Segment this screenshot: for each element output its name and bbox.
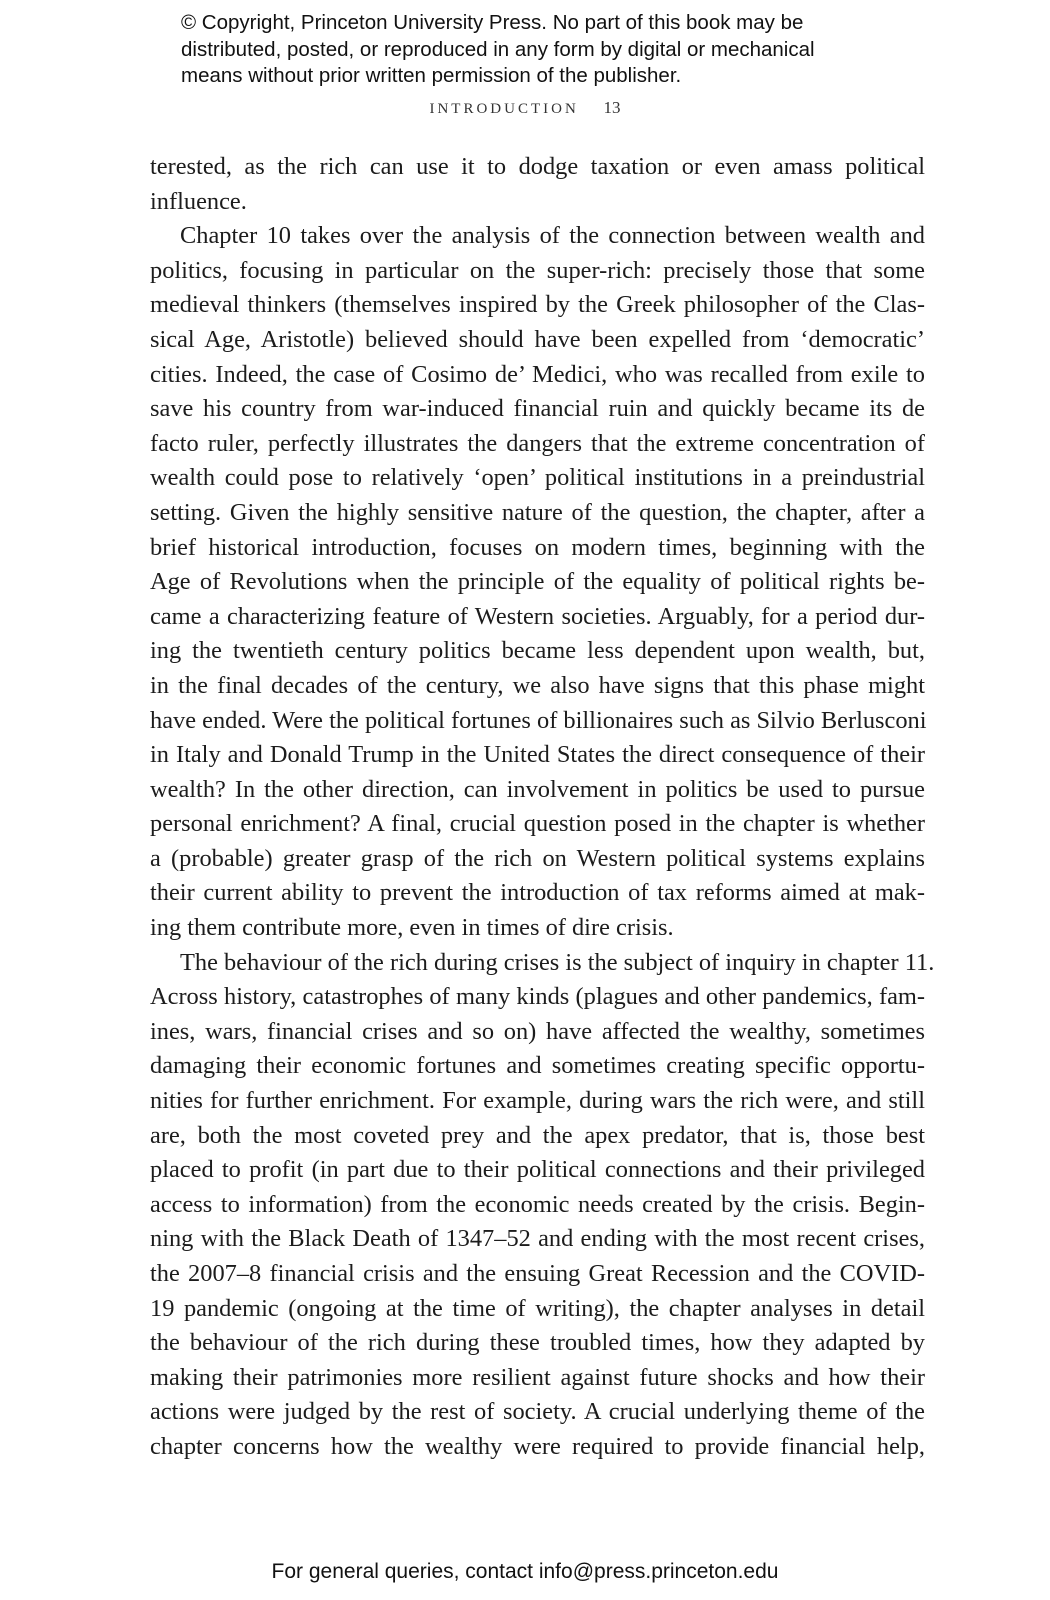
text-line: damaging their economic fortunes and sometimes creating specific opportu- xyxy=(150,1052,925,1080)
text-line: facto ruler, perfectly illustrates the dangers that the extreme concentration of xyxy=(150,429,925,457)
text-line: wealth? In the other direction, can involvement in politics be used to pursue xyxy=(150,775,925,803)
text-line: Age of Revolutions when the principle of the equality of political rights be- xyxy=(150,568,925,596)
text-line: in the final decades of the century, we also have signs that this phase might xyxy=(150,671,925,699)
copyright-notice xyxy=(181,10,881,90)
text-line: in Italy and Donald Trump in the United States the direct consequence of their xyxy=(150,741,925,769)
text-line: save his country from war-induced financial ruin and quickly became its de xyxy=(150,395,925,423)
section-title: INTRODUCTION xyxy=(429,101,579,117)
paragraph-start-line: Chapter 10 takes over the analysis of the connection between wealth and xyxy=(180,222,925,250)
text-line: came a characterizing feature of Western societies. Arguably, for a period dur- xyxy=(150,602,925,630)
text-line: setting. Given the highly sensitive nature of the question, the chapter, after a xyxy=(150,498,925,526)
text-line: influence. xyxy=(150,187,247,215)
copyright-line: distributed, posted, or reproduced in any form by digital or mechanical xyxy=(181,37,815,61)
text-line: have ended. Were the political fortunes of billionaires such as Silvio Berlusconi xyxy=(150,706,927,734)
text-line: ning with the Black Death of 1347–52 and ending with the most recent crises, xyxy=(150,1225,925,1253)
text-line: ines, wars, financial crises and so on) have affected the wealthy, sometimes xyxy=(150,1017,925,1045)
body-text xyxy=(150,150,935,1465)
text-line: politics, focusing in particular on the super-rich: precisely those that some xyxy=(150,256,925,284)
text-line: terested, as the rich can use it to dodge taxation or even amass political xyxy=(150,153,925,180)
text-line: personal enrichment? A final, crucial question posed in the chapter is whether xyxy=(150,810,925,838)
copyright-line: © Copyright, Princeton University Press. No part of this book may be xyxy=(181,11,804,34)
text-line: ing them contribute more, even in times of dire crisis. xyxy=(150,914,674,942)
paragraph-start-line: The behaviour of the rich during crises is the subject of inquiry in chapter 11. xyxy=(180,948,935,976)
text-line: a (probable) greater grasp of the rich on Western political systems explains xyxy=(150,844,925,872)
text-line: their current ability to prevent the introduction of tax reforms aimed at mak- xyxy=(150,879,925,907)
page-number: 13 xyxy=(603,98,621,117)
text-line: ing the twentieth century politics became less dependent upon wealth, but, xyxy=(150,637,925,665)
text-line: chapter concerns how the wealthy were required to provide financial help, xyxy=(150,1432,925,1460)
text-line: actions were judged by the rest of society. A crucial underlying theme of the xyxy=(150,1398,925,1426)
text-line: cities. Indeed, the case of Cosimo de’ Medici, who was recalled from exile to xyxy=(150,360,925,388)
text-line: are, both the most coveted prey and the apex predator, that is, those best xyxy=(150,1121,925,1149)
copyright-line: means without prior written permission of the publisher. xyxy=(181,64,682,87)
footer-contact: For general queries, contact info@press.princeton.edu xyxy=(271,1560,779,1583)
text-line: the 2007–8 financial crisis and the ensuing Great Recession and the COVID- xyxy=(150,1260,925,1287)
running-head xyxy=(0,98,1050,118)
text-line: Across history, catastrophes of many kinds (plagues and other pandemics, fam- xyxy=(150,983,925,1011)
text-line: nities for further enrichment. For example, during wars the rich were, and still xyxy=(150,1087,925,1115)
text-line: wealth could pose to relatively ‘open’ political institutions in a preindustrial xyxy=(150,464,925,492)
text-line: medieval thinkers (themselves inspired by the Greek philosopher of the Clas- xyxy=(150,291,925,319)
text-line: brief historical introduction, focuses on modern times, beginning with the xyxy=(150,533,925,561)
text-line: access to information) from the economic needs created by the crisis. Begin- xyxy=(150,1190,925,1218)
text-line: the behaviour of the rich during these troubled times, how they adapted by xyxy=(150,1329,925,1357)
text-line: 19 pandemic (ongoing at the time of writing), the chapter analyses in detail xyxy=(150,1294,925,1322)
text-line: making their patrimonies more resilient against future shocks and how their xyxy=(150,1363,925,1391)
text-line: placed to profit (in part due to their political connections and their privileged xyxy=(150,1156,925,1184)
text-line: sical Age, Aristotle) believed should have been expelled from ‘democratic’ xyxy=(150,325,925,353)
